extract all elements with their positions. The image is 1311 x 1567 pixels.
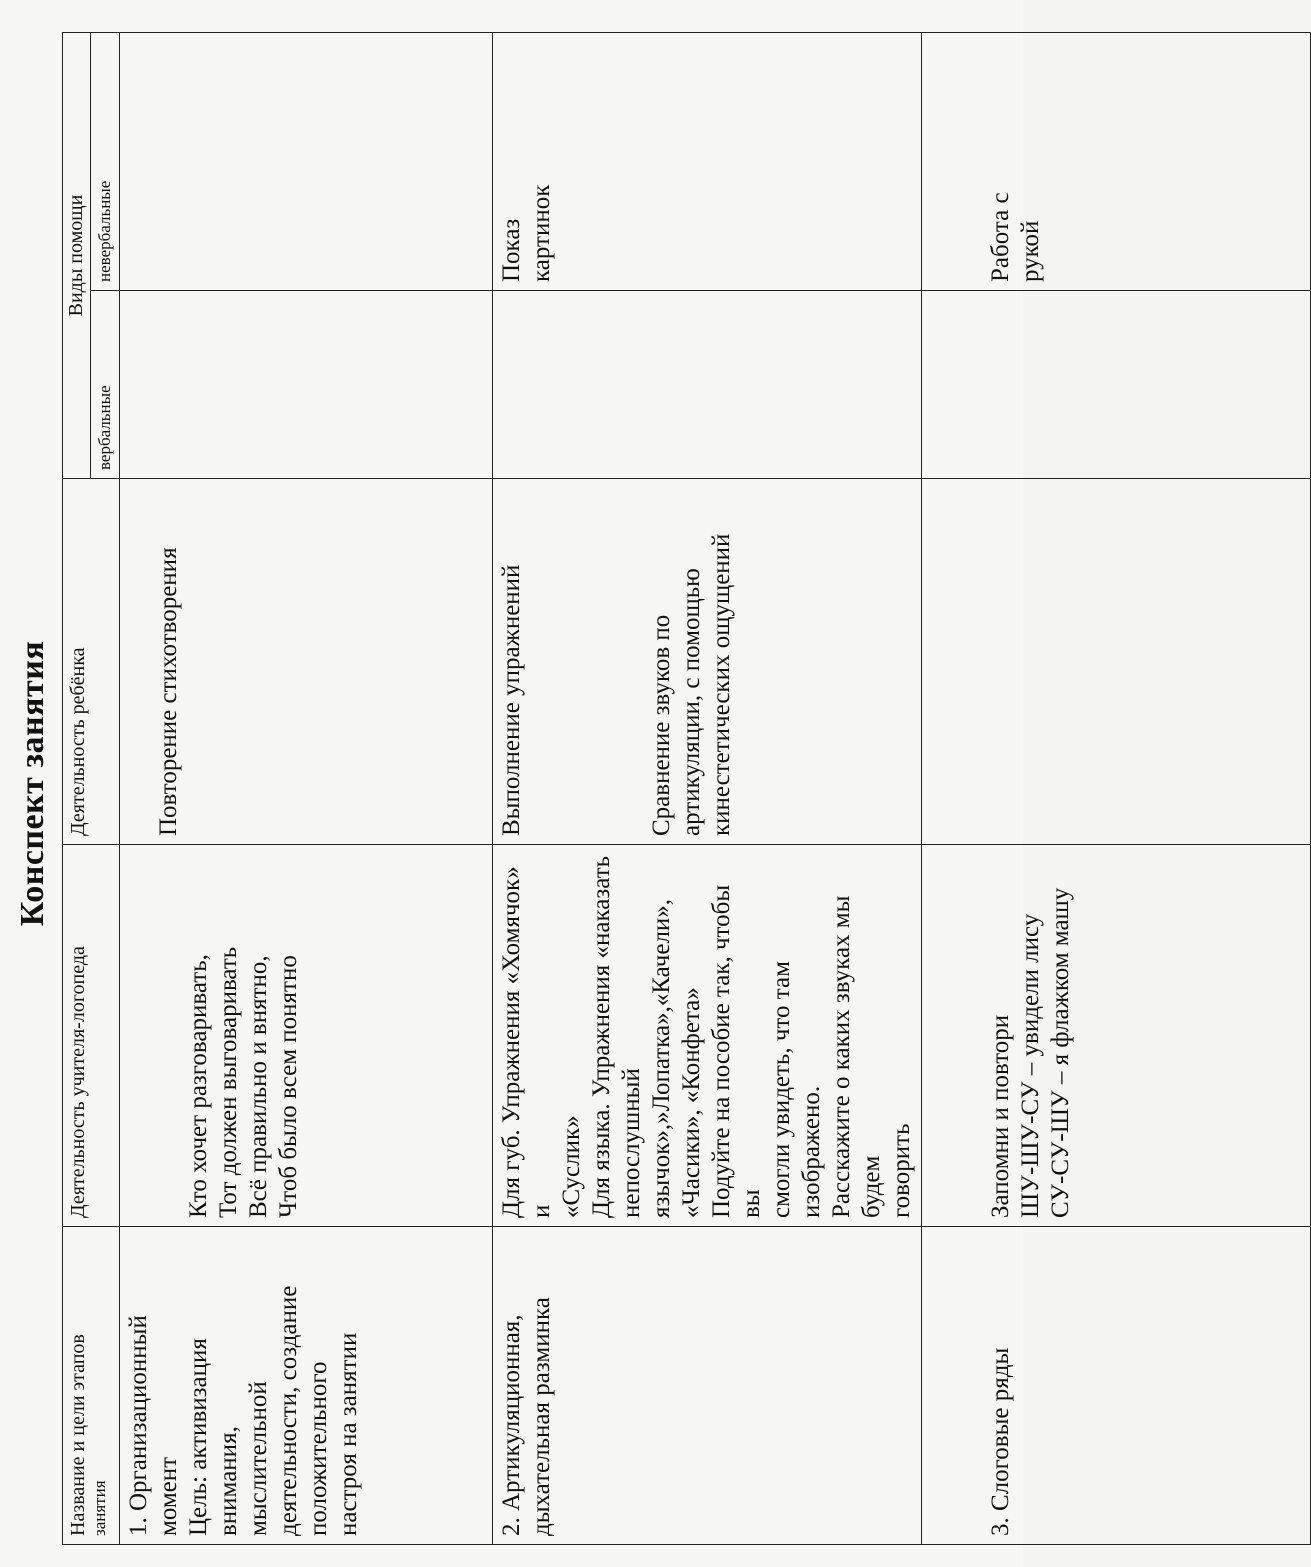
- verbal-cell: [493, 291, 922, 479]
- header-verbal: вербальные: [91, 291, 120, 479]
- stage-cell: 3. Слоговые ряды: [922, 1227, 1311, 1545]
- lesson-plan-table: [62, 32, 1311, 1545]
- header-child: Деятельность ребёнка: [63, 479, 120, 845]
- verbal-cell: [120, 291, 493, 479]
- child-cell: Повторение стихотворения: [120, 479, 493, 845]
- table-row: [120, 33, 493, 1545]
- page-title: Конспект занятия: [14, 640, 51, 927]
- stage-cell: 1. Организационный момент Цель: активизация внимания, мыслительной деятельности, создание положительного настроя на занятии: [120, 1227, 493, 1545]
- header-nonverbal: невербальные: [91, 33, 120, 291]
- nonverbal-cell: [120, 33, 493, 291]
- table-row: [493, 33, 922, 1545]
- child-cell: [922, 479, 1311, 845]
- nonverbal-cell: Показ картинок: [493, 33, 922, 291]
- nonverbal-cell: Работа с рукой: [922, 33, 1311, 291]
- header-teacher: Деятельность учителя-логопеда: [63, 845, 120, 1227]
- teacher-cell: Запомни и повтори ШУ-ШУ-СУ – увидели лису СУ-СУ-ШУ – я флажком машу: [922, 845, 1311, 1227]
- header-stage: Название и цели этапов занятия: [63, 1227, 120, 1545]
- verbal-cell: [922, 291, 1311, 479]
- header-help: Виды помощи: [63, 33, 91, 479]
- teacher-cell: Для губ. Упражнения «Хомячок» и «Суслик» Для языка. Упражнения «наказать непослушный язычок»,»Лопатка»,«Качели», «Часики», «Конфета» Подуйте на пособие так, чтобы вы смогли увидеть, что там изображено. Расскажите о каких звуках мы будем говорить: [493, 845, 922, 1227]
- header-row-1: [63, 33, 91, 1545]
- stage-cell: 2. Артикуляционная, дыхательная разминка: [493, 1227, 922, 1545]
- child-cell: Выполнение упражнений Сравнение звуков по артикуляции, с помощью кинестетических ощущений: [493, 479, 922, 845]
- teacher-cell: Кто хочет разговаривать, Тот должен выговаривать Всё правильно и внятно, Чтоб было всем понятно: [120, 845, 493, 1227]
- table-row: [922, 33, 1311, 1545]
